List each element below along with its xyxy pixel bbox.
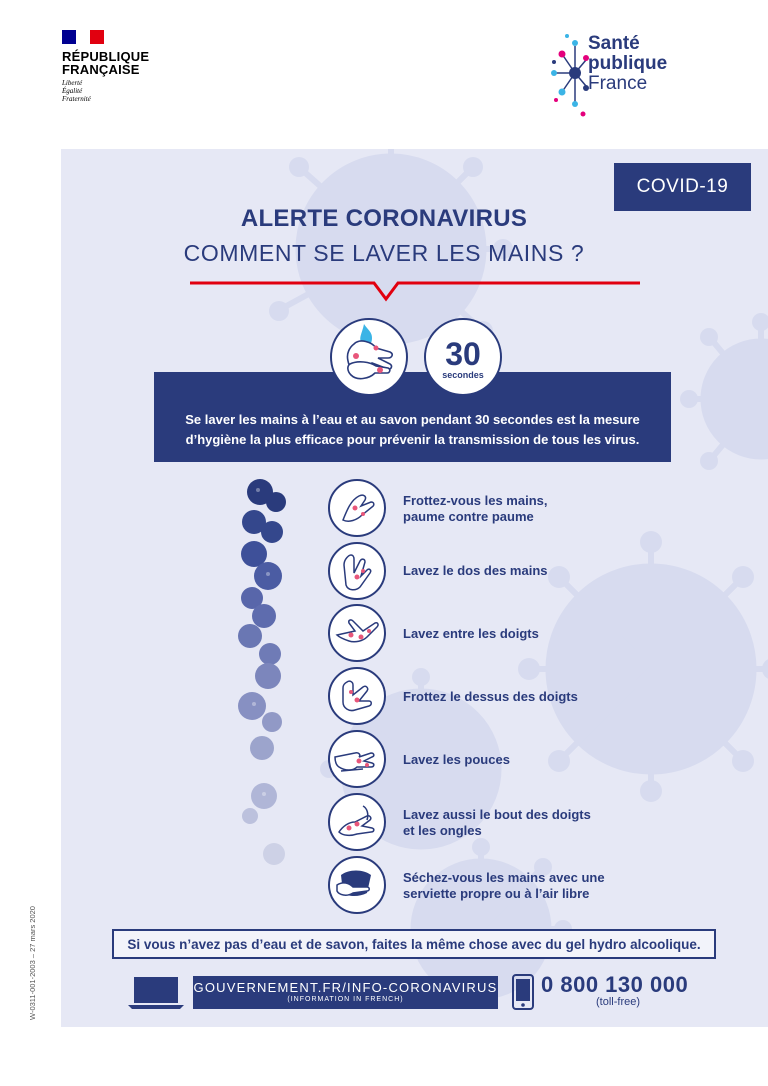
toll-free-label: (toll-free) xyxy=(596,996,641,1008)
back-of-hands-icon xyxy=(327,541,387,601)
sp-publique: publique xyxy=(588,53,668,74)
step-7-line-1: Séchez-vous les mains avec une xyxy=(403,870,605,885)
rf-motto xyxy=(62,79,182,103)
palm-to-palm-icon xyxy=(327,478,387,538)
fingertips-nails-icon xyxy=(327,792,387,852)
alert-title: ALERTE CORONAVIRUS xyxy=(240,205,528,232)
phone-icon xyxy=(512,974,534,1010)
step-6-text xyxy=(403,807,633,839)
phone-number[interactable]: 0 800 130 000 xyxy=(541,972,689,997)
gov-url-subtext: (INFORMATION IN FRENCH) xyxy=(287,996,404,1003)
laptop-icon xyxy=(128,975,184,1011)
sp-text xyxy=(588,34,667,94)
motto-liberte: Liberté xyxy=(62,79,83,87)
republique-francaise-logo xyxy=(62,30,182,103)
step-2-text xyxy=(403,563,633,579)
motto-egalite: Égalité xyxy=(62,87,83,95)
handwashing-water-icon xyxy=(330,318,408,396)
rf-title-line1: RÉPUBLIQUE xyxy=(62,49,150,64)
step-2-line-1: Lavez le dos des mains xyxy=(403,563,548,578)
step-1-line-2: paume contre paume xyxy=(403,509,534,524)
speech-underline xyxy=(190,277,640,307)
step-6-line-2: et les ongles xyxy=(403,823,482,838)
step-5-line-1: Lavez les pouces xyxy=(403,752,510,767)
step-1-text xyxy=(403,493,633,525)
covid-badge: COVID-19 xyxy=(614,163,751,211)
info-text xyxy=(154,410,671,450)
rf-title-line2: FRANÇAISE xyxy=(62,62,140,77)
molecule-icon xyxy=(550,28,590,118)
thumbs-icon xyxy=(327,729,387,789)
step-5-text xyxy=(403,752,633,768)
step-3-line-1: Lavez entre les doigts xyxy=(403,626,539,641)
alert-subtitle: COMMENT SE LAVER LES MAINS ? xyxy=(183,240,585,266)
step-1-line-1: Frottez-vous les mains, xyxy=(403,493,548,508)
gel-note: Si vous n’avez pas d’eau et de savon, faites la même chose avec du gel hydro alcoolique. xyxy=(112,929,716,959)
timer-label: secondes xyxy=(442,370,484,380)
french-flag-icon xyxy=(62,30,104,44)
step-7-text xyxy=(403,870,633,902)
step-7-line-2: serviette propre ou à l’air libre xyxy=(403,886,590,901)
sp-france: France xyxy=(588,73,648,94)
rf-title xyxy=(62,50,182,76)
step-4-line-1: Frottez le dessus des doigts xyxy=(403,689,578,704)
government-url-link[interactable] xyxy=(193,976,498,1009)
thirty-seconds-timer xyxy=(424,318,502,396)
step-6-line-1: Lavez aussi le bout des doigts xyxy=(403,807,591,822)
step-4-text xyxy=(403,689,633,705)
between-fingers-icon xyxy=(327,603,387,663)
dry-hands-icon xyxy=(327,855,387,915)
virus-column-icon xyxy=(224,476,304,886)
step-3-text xyxy=(403,626,633,642)
top-of-fingers-icon xyxy=(327,666,387,726)
info-line-2: d’hygiène la plus efficace pour prévenir la transmission de tous les virus. xyxy=(185,432,640,447)
document-code: W-0311-001-2003 – 27 mars 2020 xyxy=(28,906,37,1020)
sante-publique-france-logo xyxy=(550,28,720,118)
sp-sante: Santé xyxy=(588,33,640,54)
timer-number: 30 xyxy=(445,336,481,372)
info-line-1: Se laver les mains à l’eau et au savon pendant 30 secondes est la mesure xyxy=(185,412,640,427)
motto-fraternite: Fraternité xyxy=(62,95,91,103)
gov-url-text: GOUVERNEMENT.FR/INFO-CORONAVIRUS xyxy=(193,980,498,995)
